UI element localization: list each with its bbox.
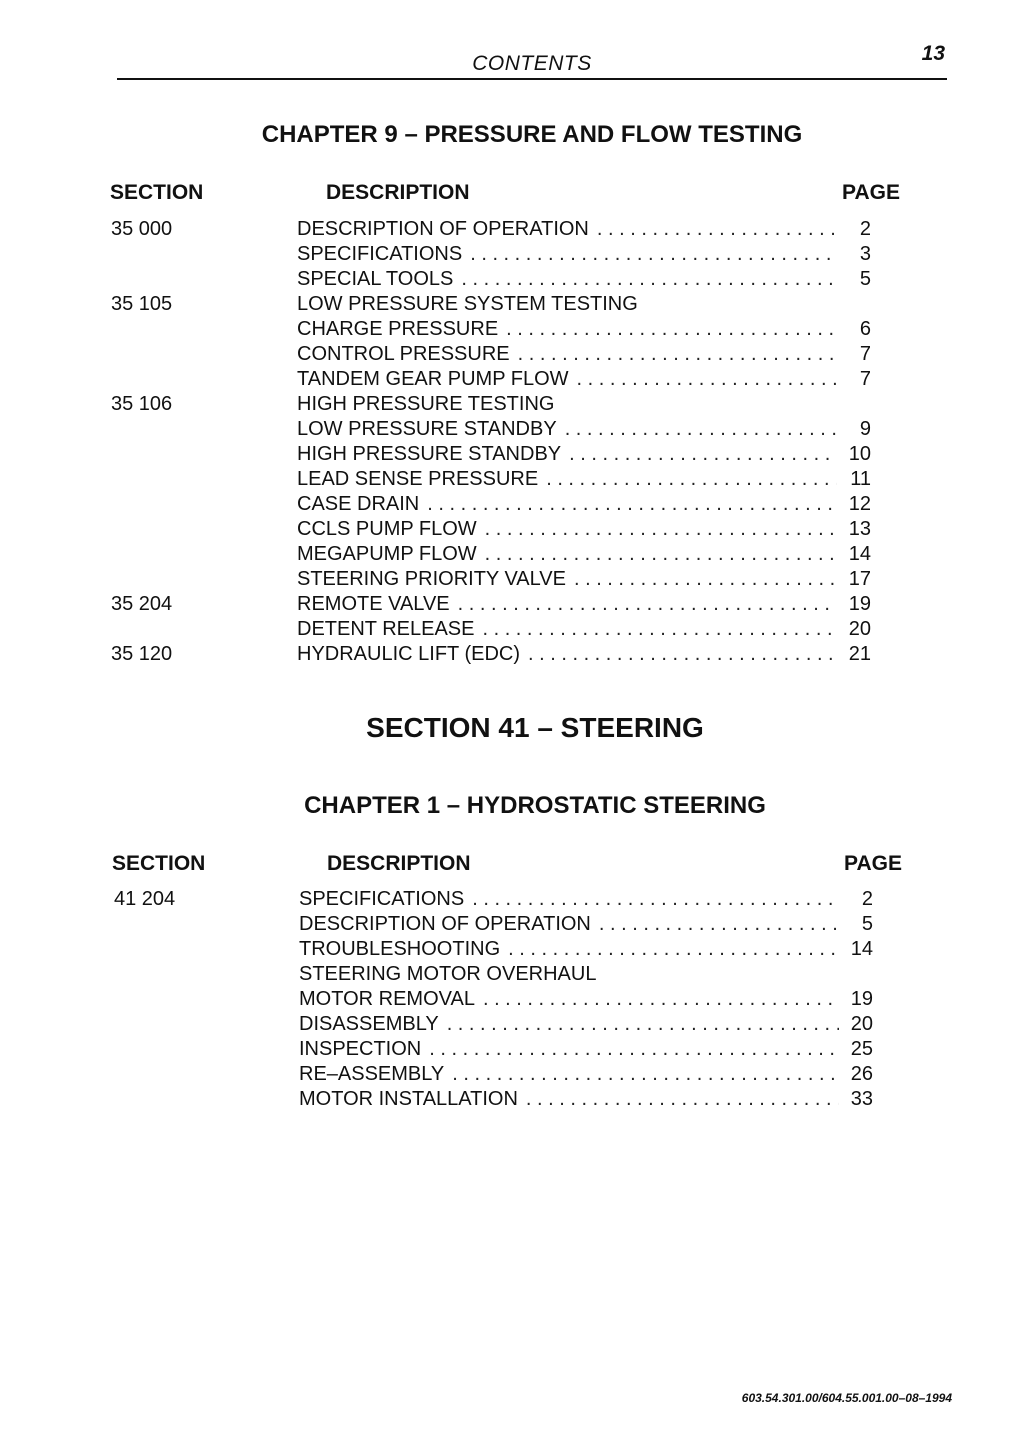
entry-page-number: 14 [848, 543, 871, 565]
entry-page-number: 9 [859, 418, 871, 440]
toc-entry [297, 242, 871, 267]
toc-row [111, 392, 871, 417]
dot-leader [485, 517, 837, 542]
toc-row [297, 467, 871, 492]
entry-title: LEAD SENSE PRESSURE [297, 468, 539, 490]
toc-row [299, 1087, 873, 1112]
dot-leader [599, 912, 839, 937]
entry-title: CONTROL PRESSURE [297, 343, 510, 365]
entry-title: DISASSEMBLY [299, 1013, 439, 1035]
entry-title: CHARGE PRESSURE [297, 318, 499, 340]
toc-entry [297, 317, 871, 342]
document-reference: 603.54.301.00/604.55.001.00–08–1994 [741, 1391, 952, 1405]
section-41-title: SECTION 41 – STEERING [366, 712, 704, 743]
chapter-9-description-header: DESCRIPTION [326, 181, 470, 204]
toc-row [114, 887, 873, 912]
dot-leader [458, 592, 837, 617]
toc-entry [299, 1012, 873, 1037]
dot-leader [482, 617, 837, 642]
entry-page-number: 14 [850, 938, 873, 960]
toc-entry [297, 292, 871, 317]
section-code: 35 105 [111, 293, 173, 315]
toc-row [299, 1012, 873, 1037]
toc-row [297, 267, 871, 292]
entry-page-number: 26 [850, 1063, 873, 1085]
toc-row [111, 642, 871, 667]
toc-row [297, 317, 871, 342]
toc-row [299, 912, 873, 937]
entry-title: REMOTE VALVE [297, 593, 450, 615]
dot-leader [508, 937, 839, 962]
entry-title: STEERING MOTOR OVERHAUL [299, 963, 597, 985]
section-code: 35 106 [111, 393, 173, 415]
entry-page-number: 3 [859, 243, 871, 265]
toc-entry [297, 492, 871, 517]
toc-entry [297, 267, 871, 292]
toc-row [111, 592, 871, 617]
toc-entry [297, 567, 871, 592]
entry-page-number: 12 [848, 493, 871, 515]
toc-row [111, 292, 871, 317]
entry-page-number: 5 [861, 913, 873, 935]
chapter-9-title: CHAPTER 9 – PRESSURE AND FLOW TESTING [261, 121, 803, 148]
entry-title: RE–ASSEMBLY [299, 1063, 445, 1085]
toc-entry [299, 987, 873, 1012]
entry-page-number: 25 [850, 1038, 873, 1060]
toc-entry [297, 442, 871, 467]
entry-page-number: 6 [859, 318, 871, 340]
entry-title: LOW PRESSURE SYSTEM TESTING [297, 293, 638, 315]
entry-title: DESCRIPTION OF OPERATION [299, 913, 591, 935]
toc-entry [299, 962, 873, 987]
toc-entry [299, 1087, 873, 1112]
toc-entry [297, 542, 871, 567]
toc-entry [297, 617, 871, 642]
entry-page-number: 20 [848, 618, 871, 640]
toc-entry [297, 417, 871, 442]
toc-entry [297, 342, 871, 367]
toc-row [297, 492, 871, 517]
dot-leader [485, 542, 837, 567]
page-header [117, 40, 947, 80]
entry-title: SPECIAL TOOLS [297, 268, 454, 290]
entry-page-number: 17 [848, 568, 871, 590]
entry-page-number: 5 [859, 268, 871, 290]
dot-leader [526, 1087, 839, 1112]
toc-entry [299, 1037, 873, 1062]
entry-page-number: 13 [848, 518, 871, 540]
entry-page-number: 19 [848, 593, 871, 615]
entry-title: LOW PRESSURE STANDBY [297, 418, 557, 440]
entry-title: DESCRIPTION OF OPERATION [297, 218, 589, 240]
toc-row [297, 367, 871, 392]
dot-leader [461, 267, 837, 292]
dot-leader [528, 642, 837, 667]
toc-row [297, 542, 871, 567]
dot-leader [429, 1037, 839, 1062]
entry-page-number: 2 [859, 218, 871, 240]
entry-title: MOTOR INSTALLATION [299, 1088, 518, 1110]
toc-row [299, 1062, 873, 1087]
chapter-1-page-header: PAGE [844, 852, 902, 875]
entry-title: TANDEM GEAR PUMP FLOW [297, 368, 569, 390]
toc-entry [297, 392, 871, 417]
entry-title: TROUBLESHOOTING [299, 938, 501, 960]
chapter-9-page-header: PAGE [842, 181, 900, 204]
entry-title: CASE DRAIN [297, 493, 420, 515]
toc-entry [297, 642, 871, 667]
entry-title: SPECIFICATIONS [299, 888, 465, 910]
toc-row [297, 567, 871, 592]
dot-leader [546, 467, 837, 492]
dot-leader [472, 887, 839, 912]
section-code: 35 000 [111, 218, 173, 240]
entry-title: SPECIFICATIONS [297, 243, 463, 265]
entry-title: STEERING PRIORITY VALVE [297, 568, 566, 590]
entry-page-number: 7 [859, 368, 871, 390]
dot-leader [518, 342, 837, 367]
toc-entry [297, 467, 871, 492]
dot-leader [447, 1012, 839, 1037]
entry-page-number: 2 [861, 888, 873, 910]
page-number: 13 [921, 42, 945, 65]
section-code: 35 204 [111, 593, 173, 615]
toc-row [297, 242, 871, 267]
toc-entry [297, 517, 871, 542]
dot-leader [470, 242, 837, 267]
dot-leader [452, 1062, 839, 1087]
entry-page-number: 10 [848, 443, 871, 465]
toc-entry [299, 1062, 873, 1087]
entry-title: MOTOR REMOVAL [299, 988, 475, 1010]
chapter-9-toc-list [111, 217, 871, 667]
section-code: 41 204 [114, 888, 176, 910]
toc-entry [297, 592, 871, 617]
toc-row [297, 617, 871, 642]
toc-row [297, 342, 871, 367]
dot-leader [577, 367, 837, 392]
dot-leader [506, 317, 837, 342]
chapter-1-section-header: SECTION [112, 852, 206, 875]
toc-row [299, 962, 873, 987]
toc-row [111, 217, 871, 242]
dot-leader [597, 217, 837, 242]
entry-page-number: 19 [850, 988, 873, 1010]
entry-page-number: 33 [850, 1088, 873, 1110]
entry-page-number: 21 [848, 643, 871, 665]
toc-entry [299, 887, 873, 912]
toc-entry [299, 912, 873, 937]
toc-row [299, 1037, 873, 1062]
toc-entry [297, 217, 871, 242]
toc-row [299, 937, 873, 962]
entry-title: INSPECTION [299, 1038, 422, 1060]
chapter-1-description-header: DESCRIPTION [327, 852, 471, 875]
dot-leader [569, 442, 837, 467]
dot-leader [483, 987, 839, 1012]
dot-leader [427, 492, 837, 517]
header-title: CONTENTS [472, 52, 592, 75]
toc-entry [297, 367, 871, 392]
dot-leader [574, 567, 837, 592]
entry-title: CCLS PUMP FLOW [297, 518, 477, 540]
section-code: 35 120 [111, 643, 173, 665]
chapter-1-toc-list [114, 887, 873, 1112]
entry-title: HIGH PRESSURE TESTING [297, 393, 555, 415]
toc-entry [299, 937, 873, 962]
toc-row [297, 517, 871, 542]
toc-row [297, 442, 871, 467]
dot-leader [565, 417, 837, 442]
entry-title: HYDRAULIC LIFT (EDC) [297, 643, 520, 665]
entry-page-number: 11 [850, 468, 871, 490]
toc-row [299, 987, 873, 1012]
entry-title: HIGH PRESSURE STANDBY [297, 443, 562, 465]
chapter-9-section-header: SECTION [110, 181, 204, 204]
entry-page-number: 20 [850, 1013, 873, 1035]
entry-page-number: 7 [859, 343, 871, 365]
entry-title: DETENT RELEASE [297, 618, 475, 640]
toc-row [297, 417, 871, 442]
chapter-1-title: CHAPTER 1 – HYDROSTATIC STEERING [304, 792, 766, 819]
entry-title: MEGAPUMP FLOW [297, 543, 477, 565]
